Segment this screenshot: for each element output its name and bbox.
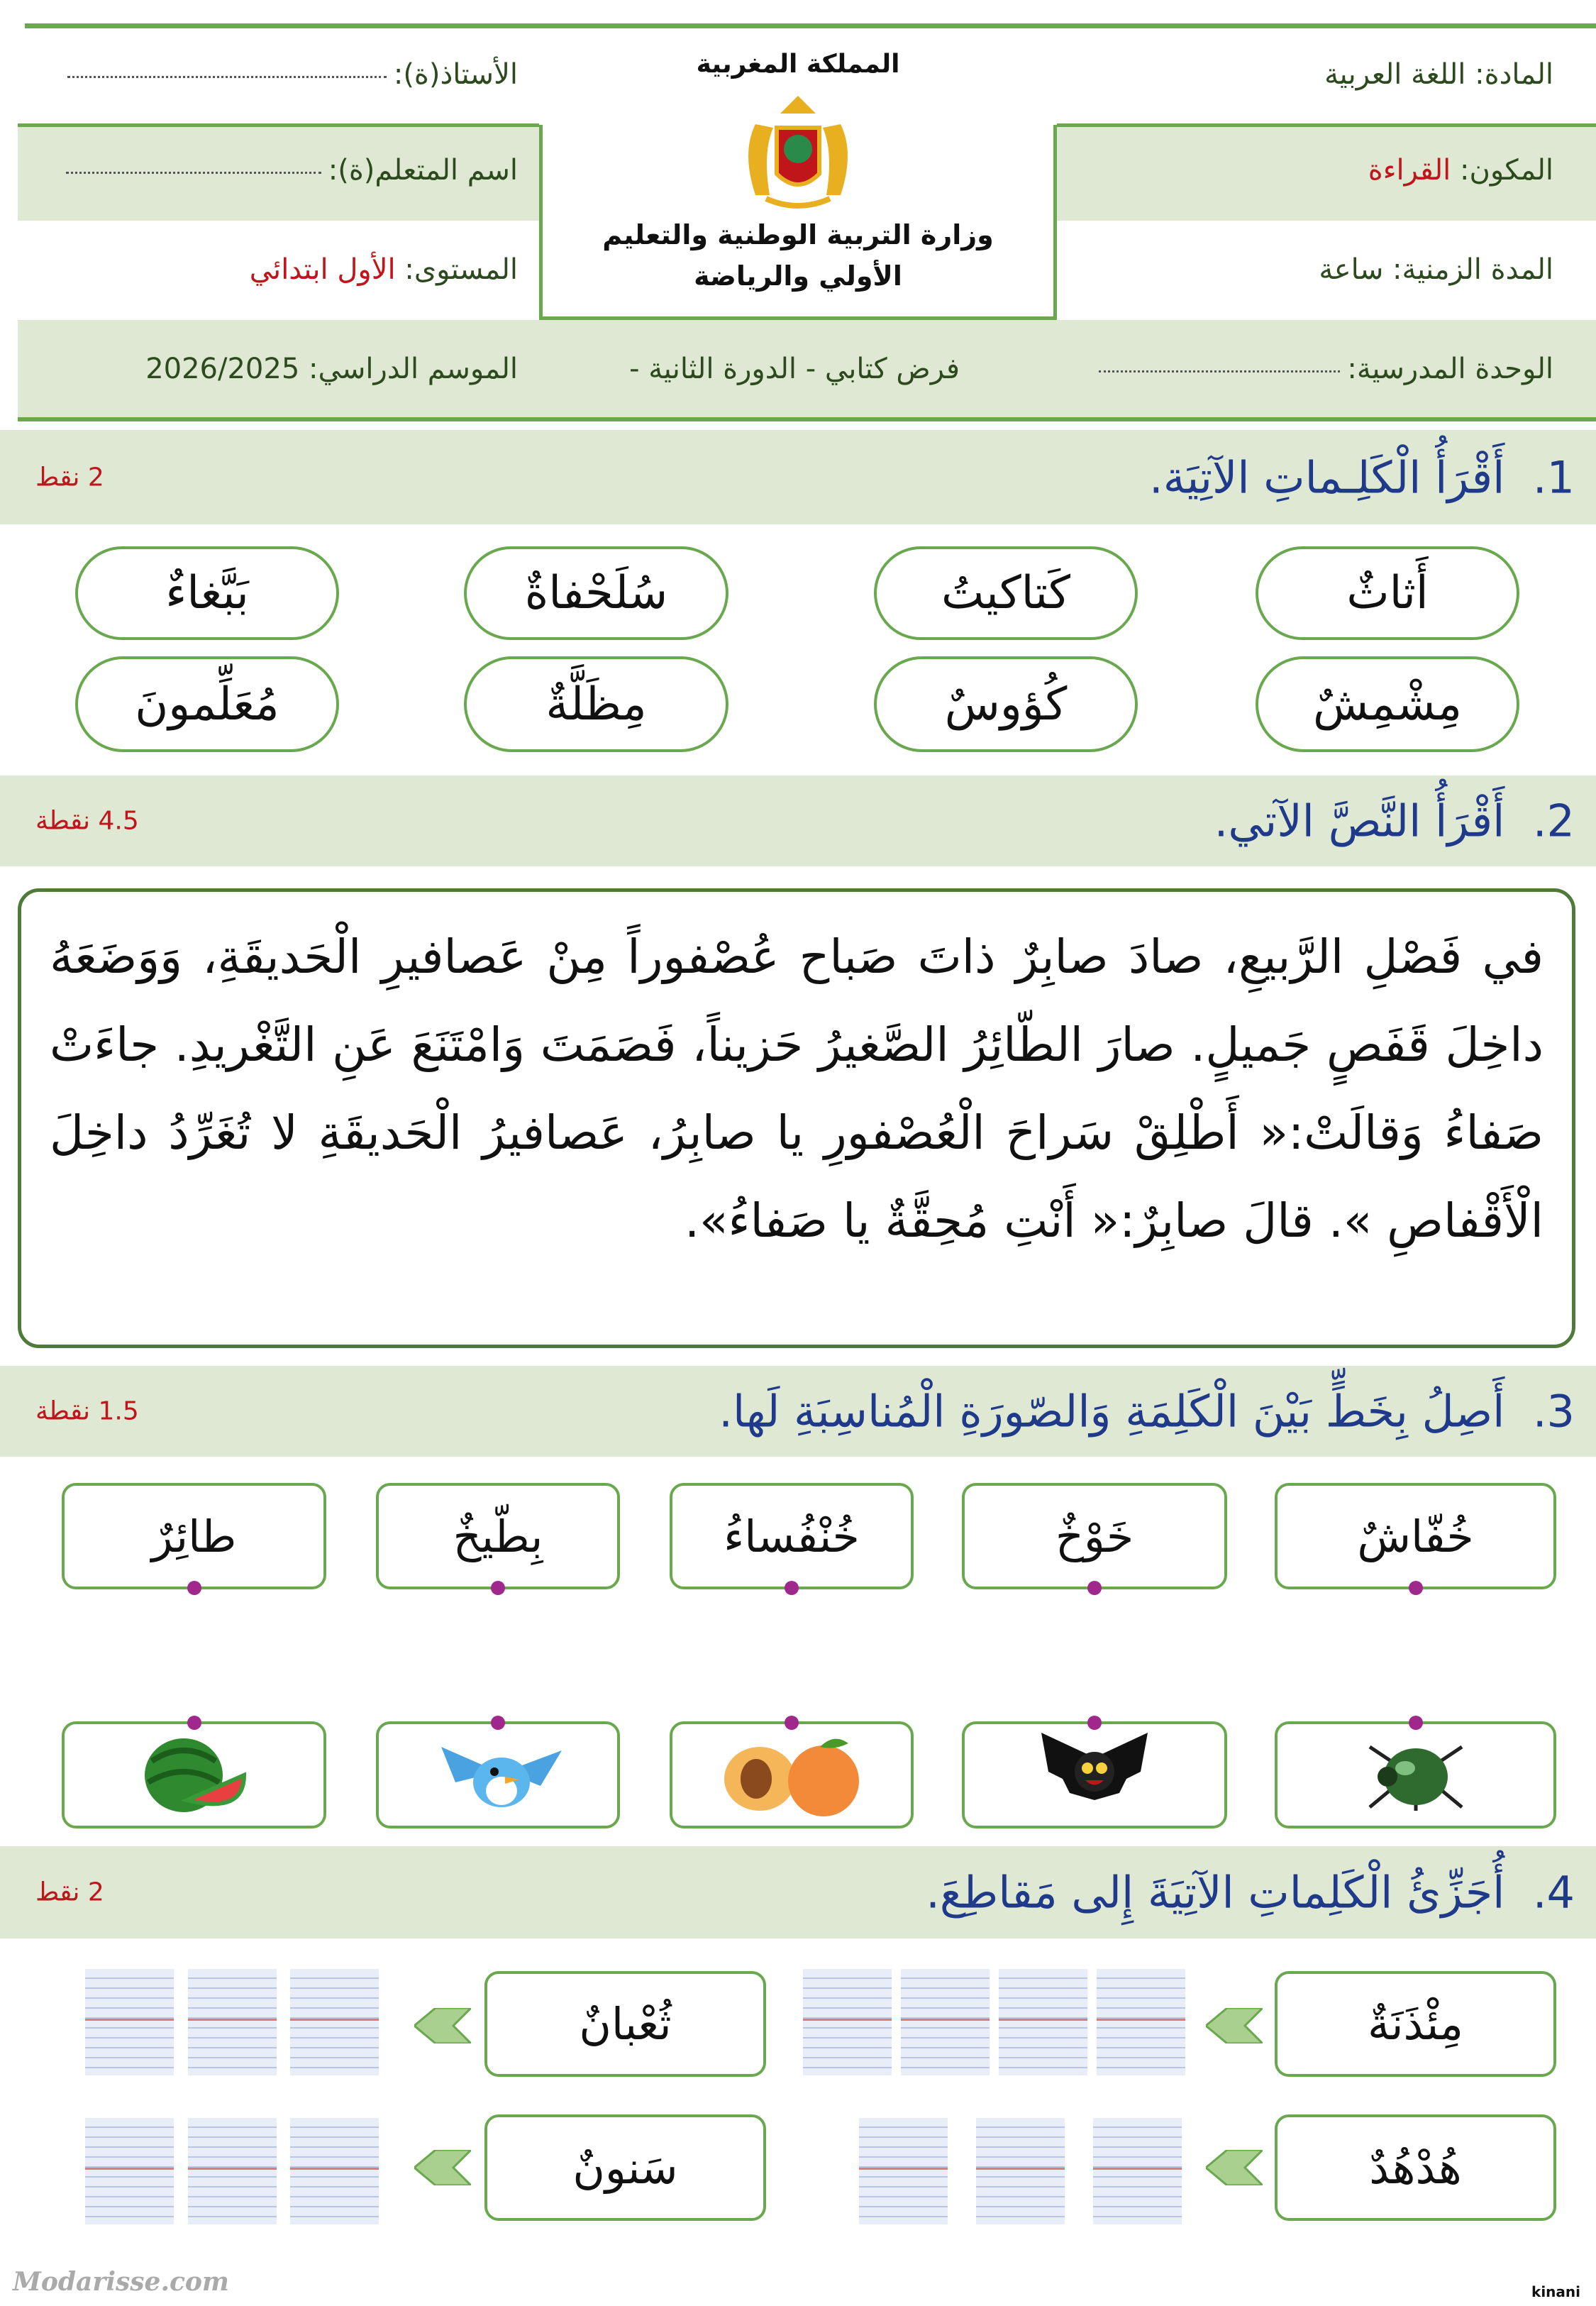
connect-dot[interactable] [187,1581,201,1595]
syllable-box[interactable] [85,2118,174,2224]
watermark: Modarisse.com [13,2267,229,2297]
syllable-box[interactable] [188,2118,277,2224]
duration-field: المدة الزمنية: ساعة [1319,253,1553,286]
connect-dot[interactable] [187,1716,201,1730]
word-oval: مُعَلِّمونَ [75,656,339,752]
syllable-box[interactable] [85,1969,174,2075]
match-picture [670,1721,914,1828]
syllable-box[interactable] [999,1969,1087,2075]
student-name-field[interactable]: اسم المتعلم(ة): [66,145,518,195]
coat-of-arms-icon [734,89,862,209]
level-field: المستوى: الأول ابتدائي [249,253,518,286]
arrow-left-icon [414,2150,471,2185]
author-credit: kinani [1531,2283,1580,2300]
syllable-box[interactable] [859,2118,948,2224]
word-oval: مِظَلَّةٌ [464,656,728,752]
arrow-left-icon [1206,2008,1263,2043]
season-field: الموسم الدراسي: 2026/2025 [145,353,518,385]
connect-dot[interactable] [1087,1581,1102,1595]
arrow-left-icon [414,2008,471,2043]
match-word: خُنْفُساءُ [670,1483,914,1589]
syllable-box[interactable] [803,1969,892,2075]
word-oval: كَتاكيتُ [874,546,1138,640]
match-picture [62,1721,326,1828]
section-3-header [0,1366,1596,1457]
exam-title: فرض كتابي - الدورة الثانية - [629,353,960,385]
match-picture [376,1721,620,1828]
syllable-box[interactable] [188,1969,277,2075]
connect-dot[interactable] [491,1716,505,1730]
subject-field: المادة: اللغة العربية [1324,58,1553,91]
connect-dot[interactable] [491,1581,505,1595]
peach-icon [714,1733,870,1818]
word-oval: بَبَّغاءٌ [75,546,339,640]
watermelon-icon [138,1733,251,1818]
bird-icon [427,1733,569,1818]
section-2-title: 2. أَقْرَأُ النَّصَّ الآتي. [1214,795,1575,847]
section-2-points: 4.5 نقطة [35,806,139,836]
section-1-header [0,430,1596,524]
syllable-box[interactable] [976,2118,1065,2224]
connect-dot[interactable] [1087,1716,1102,1730]
syllable-box[interactable] [901,1969,990,2075]
word-oval: أَثاثٌ [1256,546,1519,640]
syllable-box[interactable] [1097,1969,1185,2075]
word-oval: مِشْمِشٌ [1256,656,1519,752]
section-3-points: 1.5 نقطة [35,1396,139,1426]
section-4-points: 2 نقط [35,1877,104,1907]
split-word: مِئْذَنَةٌ [1275,1971,1556,2077]
section-1-points: 2 نقط [35,463,104,492]
section-3-title: 3. أَصِلُ بِخَطٍّ بَيْنَ الْكَلِمَةِ وَالصّورَةِ الْمُناسِبَةِ لَها. [719,1385,1575,1438]
beetle-icon [1363,1733,1469,1818]
section-4-title: 4. أُجَزِّئُ الْكَلِماتِ الآتِيَةَ إِلى مَقاطِعَ. [926,1866,1575,1919]
connect-dot[interactable] [1409,1716,1423,1730]
match-word: خَوْخٌ [962,1483,1227,1589]
split-word: هُدْهُدٌ [1275,2114,1556,2221]
match-word: بِطّيخٌ [376,1483,620,1589]
split-word: سَنونٌ [484,2114,766,2221]
connect-dot[interactable] [785,1581,799,1595]
match-picture [1275,1721,1556,1828]
syllable-box[interactable] [1093,2118,1182,2224]
word-oval: سُلَحْفاةٌ [464,546,728,640]
split-word: ثُعْبانٌ [484,1971,766,2077]
word-oval: كُؤوسٌ [874,656,1138,752]
syllable-box[interactable] [290,2118,379,2224]
section-4-header [0,1846,1596,1938]
arrow-left-icon [1206,2150,1263,2185]
section-1-title: 1. أَقْرَأُ الْكَلِـماتِ الآتِيَة. [1149,451,1575,503]
bat-icon [1034,1729,1155,1821]
reading-passage: في فَصْلِ الرَّبيعِ، صادَ صابِرٌ ذاتَ صَباح عُصْفوراً مِنْ عَصافيرِ الْحَديقَةِ، وَوَضَعَهُ داخِلَ قَفَصٍ جَميلٍ. صارَ الطّائِرُ الصَّغيرُ حَزيناً، فَصَمَتَ وَامْتَنَعَ عَنِ التَّغْريدِ. جاءَتْ صَفاءُ وَقالَتْ:« أَطْلِقْ سَراحَ الْعُصْفورِ يا صابِرُ، عَصافيرُ الْحَديقَةِ لا تُغَرِّدُ داخِلَ الْأَقْفاصِ ». قالَ صابِرٌ:« أَنْتِ مُحِقَّةٌ يا صَفاءُ». [18,888,1575,1348]
kingdom-title: المملكة المغربية [696,49,900,79]
connect-dot[interactable] [1409,1581,1423,1595]
match-word: طائِرٌ [62,1483,326,1589]
connect-dot[interactable] [785,1716,799,1730]
top-rule [25,23,1596,28]
teacher-field[interactable]: الأستاذ(ة): [67,50,518,99]
ministry-name: وزارة التربية الوطنية والتعليم الأولي والرياضة [602,219,994,292]
school-field[interactable]: الوحدة المدرسية: [1099,344,1553,394]
syllable-box[interactable] [290,1969,379,2075]
section-2-header [0,776,1596,866]
component-field: المكون: القراءة [1368,154,1553,187]
match-picture [962,1721,1227,1828]
match-word: خُفّاشٌ [1275,1483,1556,1589]
